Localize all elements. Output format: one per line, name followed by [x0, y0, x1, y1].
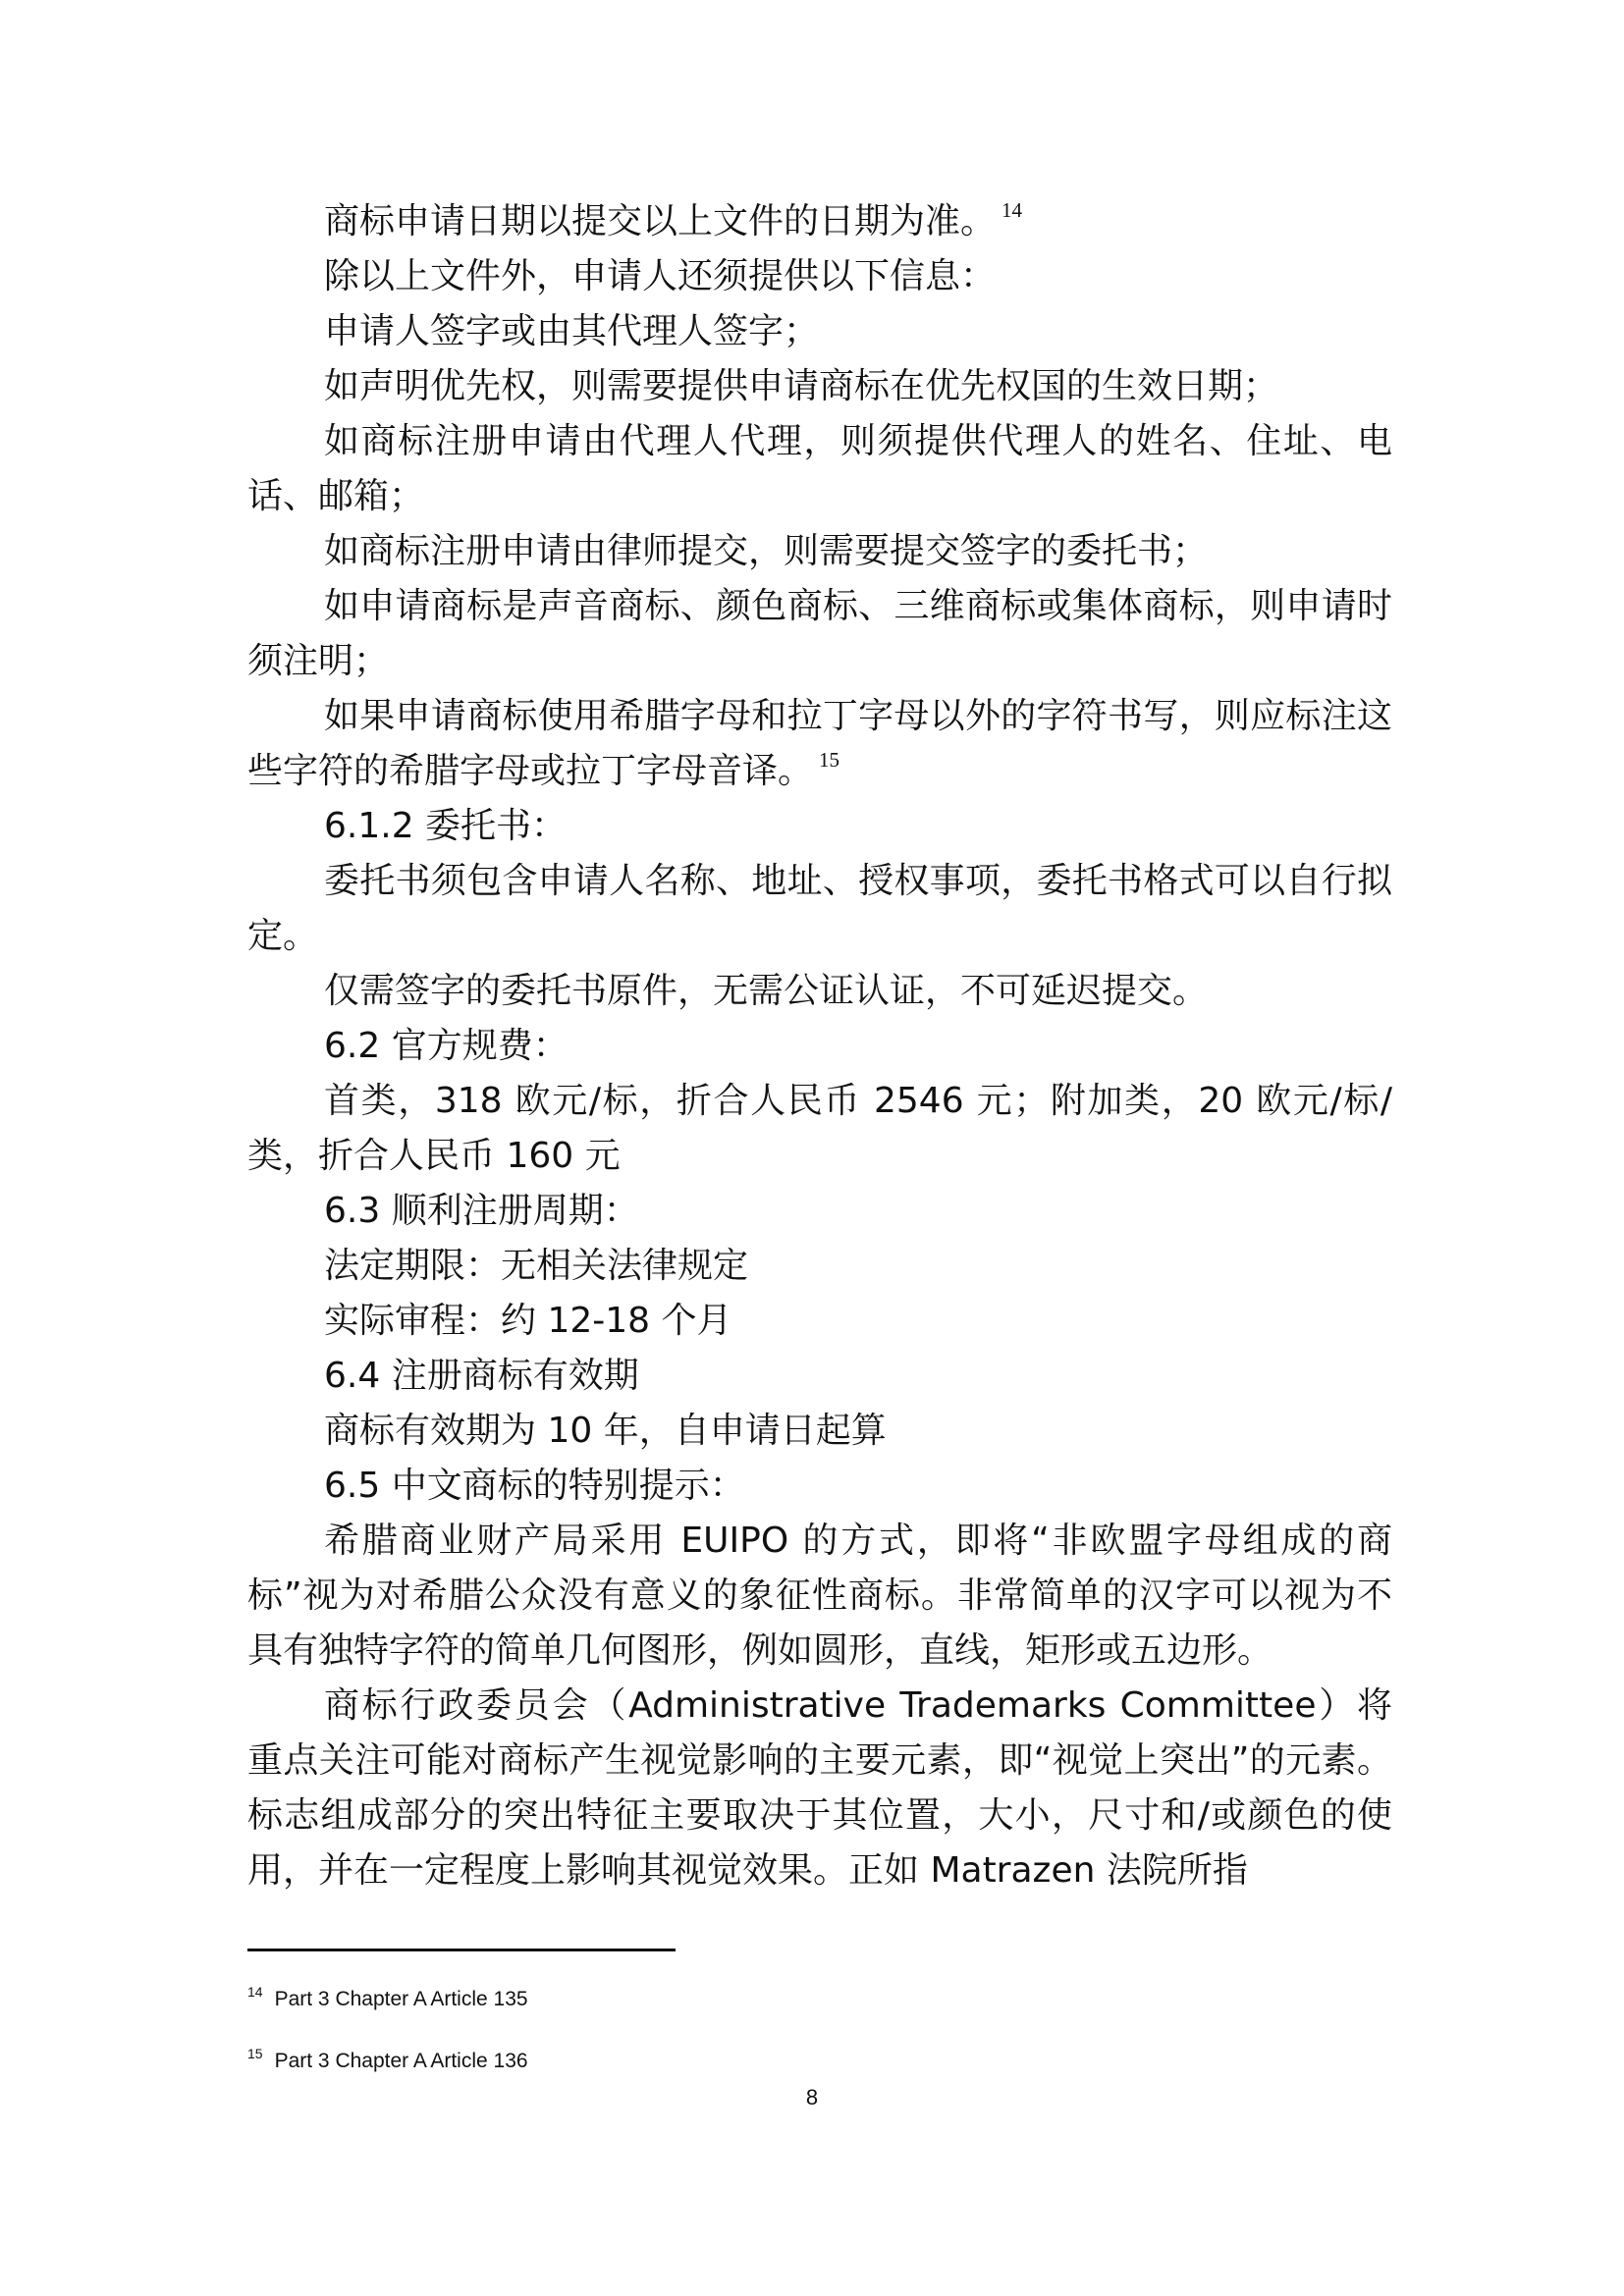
footnote-text: Part 3 Chapter A Article 136	[274, 2050, 528, 2072]
paragraph-euipo: 希腊商业财产局采用 EUIPO 的方式，即将“非欧盟字母组成的商标”视为对希腊公众没有意义的象征性商标。非常简单的汉字可以视为不具有独特字符的简单几何图形，例如圆形，直线，矩形或五边形。	[247, 1521, 1392, 1671]
paragraph-extra-info: 除以上文件外，申请人还须提供以下信息：	[324, 256, 997, 296]
paragraph-priority: 如声明优先权，则需要提供申请商标在优先权国的生效日期；	[324, 366, 1279, 406]
page-number: 8	[805, 2085, 819, 2109]
body-text	[247, 194, 1392, 1898]
heading-power-of-attorney: 6.1.2 委托书：	[324, 806, 568, 846]
paragraph-fees: 首类，318 欧元/标，折合人民币 2546 元；附加类，20 欧元/标/类，折合人民币 160 元	[247, 1081, 1392, 1176]
paragraph-agent: 如商标注册申请由代理人代理，则须提供代理人的姓名、住址、电话、邮箱；	[247, 421, 1392, 516]
paragraph-filing-date: 商标申请日期以提交以上文件的日期为准。 $^{14}$	[324, 198, 1023, 241]
footnote-ref-15: 15	[819, 748, 840, 772]
paragraph-actual-period: 实际审程：约 12-18 个月	[324, 1301, 732, 1341]
footnote-15	[247, 2039, 1392, 2076]
paragraph-poa-content: 委托书须包含申请人名称、地址、授权事项，委托书格式可以自行拟定。	[247, 861, 1392, 956]
footnote-number: 14	[247, 1984, 263, 2000]
paragraph-committee: 商标行政委员会（Administrative Trademarks Committee）将重点关注可能对商标产生视觉影响的主要元素，即“视觉上突出”的元素。标志组成部分的突出特征主要取决于其位置，大小，尺寸和/或颜色的使用，并在一定程度上影响其视觉效果。正如 Matrazen 法院所指	[247, 1685, 1392, 1891]
heading-validity: 6.4 注册商标有效期	[324, 1356, 639, 1396]
paragraph-lawyer: 如商标注册申请由律师提交，则需要提交签字的委托书；	[324, 531, 1209, 571]
footnote-text: Part 3 Chapter A Article 135	[274, 1988, 528, 2010]
footnote-separator	[247, 1949, 676, 1951]
footnote-number: 15	[247, 2046, 263, 2061]
heading-chinese-marks: 6.5 中文商标的特别提示：	[324, 1466, 745, 1506]
footnote-ref-14: 14	[1001, 198, 1023, 222]
heading-official-fees: 6.2 官方规费：	[324, 1026, 568, 1066]
footnotes	[247, 1977, 1392, 2101]
paragraph-signature: 申请人签字或由其代理人签字；	[324, 311, 820, 351]
heading-registration-period: 6.3 顺利注册周期：	[324, 1191, 639, 1231]
paragraph-statutory-period: 法定期限：无相关法律规定	[324, 1246, 749, 1286]
paragraph-transliteration: 如果申请商标使用希腊字母和拉丁字母以外的字符书写，则应标注这些字符的希腊字母或拉丁字母音译。 $^{15}$	[247, 696, 1392, 791]
paragraph-special-marks: 如申请商标是声音商标、颜色商标、三维商标或集体商标，则申请时须注明；	[247, 586, 1392, 681]
footnote-14	[247, 1977, 1392, 2014]
paragraph-validity: 商标有效期为 10 年，自申请日起算	[324, 1411, 887, 1451]
paragraph-poa-original: 仅需签字的委托书原件，无需公证认证，不可延迟提交。	[324, 971, 1209, 1011]
